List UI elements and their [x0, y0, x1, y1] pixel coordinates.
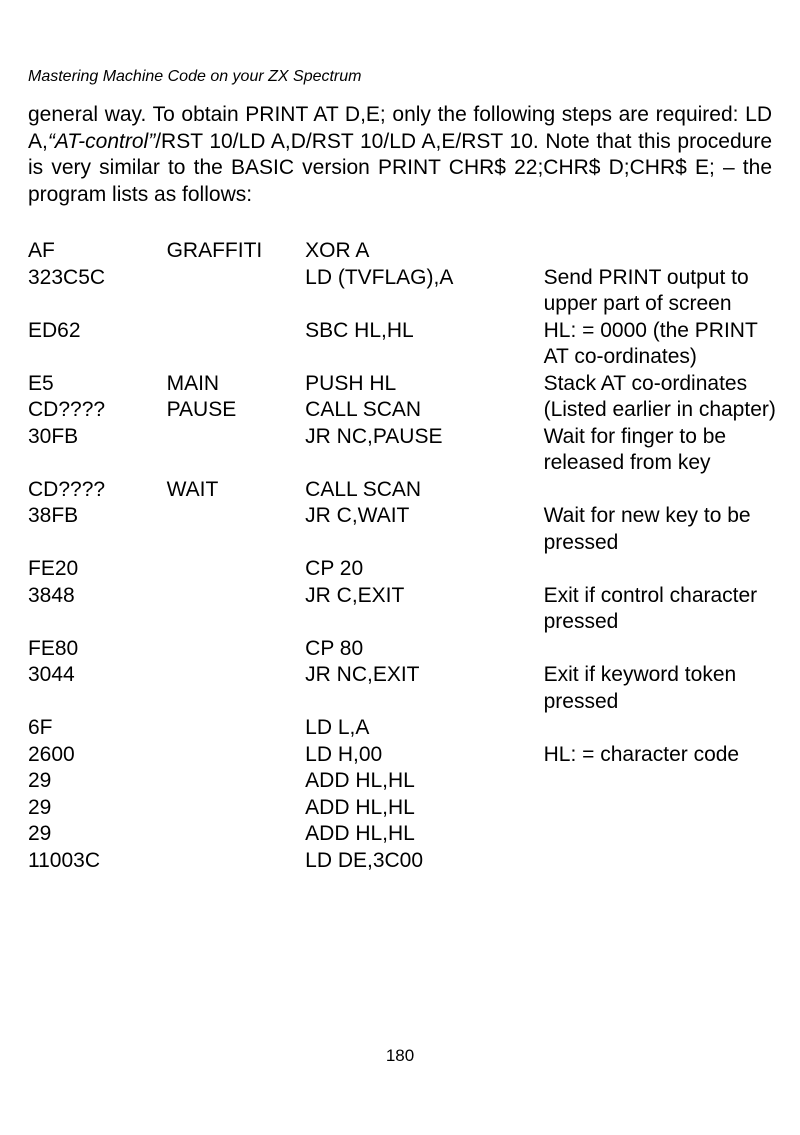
listing-hex-code: 38FB: [28, 504, 79, 527]
listing-label: [167, 265, 306, 318]
listing-hex-code: CD????: [28, 477, 106, 501]
intro-text-italic: “AT-control”: [47, 129, 156, 153]
listing-instruction: LD L,A: [305, 716, 370, 739]
listing-hex-code: CD????: [28, 398, 106, 421]
listing-hex-code: 3848: [28, 583, 75, 607]
listing-label: MAIN: [166, 371, 220, 395]
listing-label: [167, 821, 306, 848]
listing-label: PAUSE: [166, 398, 237, 421]
listing-comment: (Listed earlier in chapter): [543, 398, 776, 421]
listing-row: [28, 768, 778, 795]
listing-row: [28, 503, 778, 556]
listing-comment: [544, 768, 778, 795]
listing-hex-code: E5: [28, 371, 54, 395]
listing-instruction: CALL SCAN: [305, 477, 422, 501]
listing-label: [167, 424, 306, 477]
listing-comment: Exit if keyword token pressed: [543, 663, 737, 713]
listing-comment: [544, 848, 778, 875]
listing-row: [28, 238, 778, 265]
listing-instruction: CP 80: [305, 636, 364, 660]
listing-instruction: ADD HL,HL: [305, 822, 415, 845]
listing-hex-code: 2600: [28, 742, 75, 766]
listing-hex-code: 29: [28, 769, 52, 792]
listing-row: [28, 821, 778, 848]
listing-hex-code: FE20: [28, 557, 79, 580]
listing-row: [28, 583, 778, 636]
listing-hex-code: AF: [28, 239, 55, 262]
listing-instruction: JR NC,PAUSE: [305, 424, 443, 448]
listing-instruction: JR C,WAIT: [305, 504, 410, 527]
intro-paragraph: [28, 102, 772, 208]
listing-label: [167, 503, 306, 556]
listing-comment: Wait for new key to be pressed: [543, 504, 751, 554]
listing-instruction: CALL SCAN: [305, 398, 422, 421]
listing-comment: [544, 715, 778, 742]
listing-label: WAIT: [166, 477, 219, 501]
listing-row: [28, 662, 778, 715]
listing-row: [28, 424, 778, 477]
listing-label: [167, 795, 306, 822]
listing-instruction: JR C,EXIT: [305, 583, 405, 607]
listing-comment: HL: = character code: [543, 742, 740, 766]
listing-instruction: ADD HL,HL: [305, 795, 415, 819]
listing-label: [167, 848, 306, 875]
listing-hex-code: ED62: [28, 318, 81, 342]
listing-label: [167, 583, 306, 636]
listing-row: [28, 556, 778, 583]
listing-row: [28, 318, 778, 371]
listing-row: [28, 265, 778, 318]
listing-comment: Stack AT co-ordinates: [543, 371, 748, 395]
listing-label: GRAFFITI: [166, 239, 263, 262]
listing-label: [167, 636, 306, 663]
listing-instruction: JR NC,EXIT: [305, 663, 420, 686]
listing-label: [167, 662, 306, 715]
listing-hex-code: 11003C: [28, 848, 101, 872]
listing-hex-code: 3044: [28, 663, 75, 686]
listing-label: [167, 768, 306, 795]
listing-comment: [544, 795, 778, 822]
page-number: 180: [385, 1046, 415, 1065]
listing-comment: Exit if control character pressed: [543, 583, 758, 633]
listing-comment: [544, 556, 778, 583]
listing-label: [167, 715, 306, 742]
intro-text-2: /RST 10/LD A,D/RST 10/LD A,E/RST 10. Note that this procedure is very similar to the BASIC version PRINT CHR$ 22;CHR$ D;CHR$ E; – the program lists as follows:: [28, 129, 772, 206]
listing-hex-code: 29: [28, 822, 52, 845]
code-listing: [28, 238, 778, 874]
intro-text-1: general way. To obtain PRINT AT D,E; only the following steps are required: LD A,: [28, 103, 772, 153]
listing-row: [28, 371, 778, 398]
listing-label: [167, 556, 306, 583]
listing-comment: Wait for finger to be released from key: [543, 424, 727, 474]
listing-comment: [544, 238, 778, 265]
listing-label: [167, 742, 306, 769]
listing-comment: Send PRINT output to upper part of screen: [543, 265, 749, 315]
listing-row: [28, 715, 778, 742]
listing-row: [28, 742, 778, 769]
listing-comment: [544, 477, 778, 504]
listing-instruction: PUSH HL: [305, 371, 397, 395]
listing-instruction: SBC HL,HL: [305, 318, 414, 342]
listing-row: [28, 477, 778, 504]
listing-instruction: LD H,00: [305, 742, 383, 766]
listing-instruction: LD (TVFLAG),A: [305, 265, 454, 289]
listing-instruction: XOR A: [305, 239, 370, 262]
listing-row: [28, 848, 778, 875]
listing-hex-code: 30FB: [28, 424, 79, 448]
listing-comment: [544, 821, 778, 848]
listing-comment: HL: = 0000 (the PRINT AT co-ordinates): [543, 318, 758, 368]
listing-hex-code: 29: [28, 795, 52, 819]
listing-instruction: CP 20: [305, 557, 364, 580]
listing-label: [167, 318, 306, 371]
listing-instruction: LD DE,3C00: [305, 848, 424, 872]
listing-comment: [544, 636, 778, 663]
listing-hex-code: 323C5C: [28, 265, 106, 289]
listing-instruction: ADD HL,HL: [305, 769, 415, 792]
listing-hex-code: FE80: [28, 636, 79, 660]
listing-row: [28, 636, 778, 663]
running-header: Mastering Machine Code on your ZX Spectrum: [28, 68, 362, 85]
listing-row: [28, 397, 778, 424]
listing-row: [28, 795, 778, 822]
listing-hex-code: 6F: [28, 716, 53, 739]
